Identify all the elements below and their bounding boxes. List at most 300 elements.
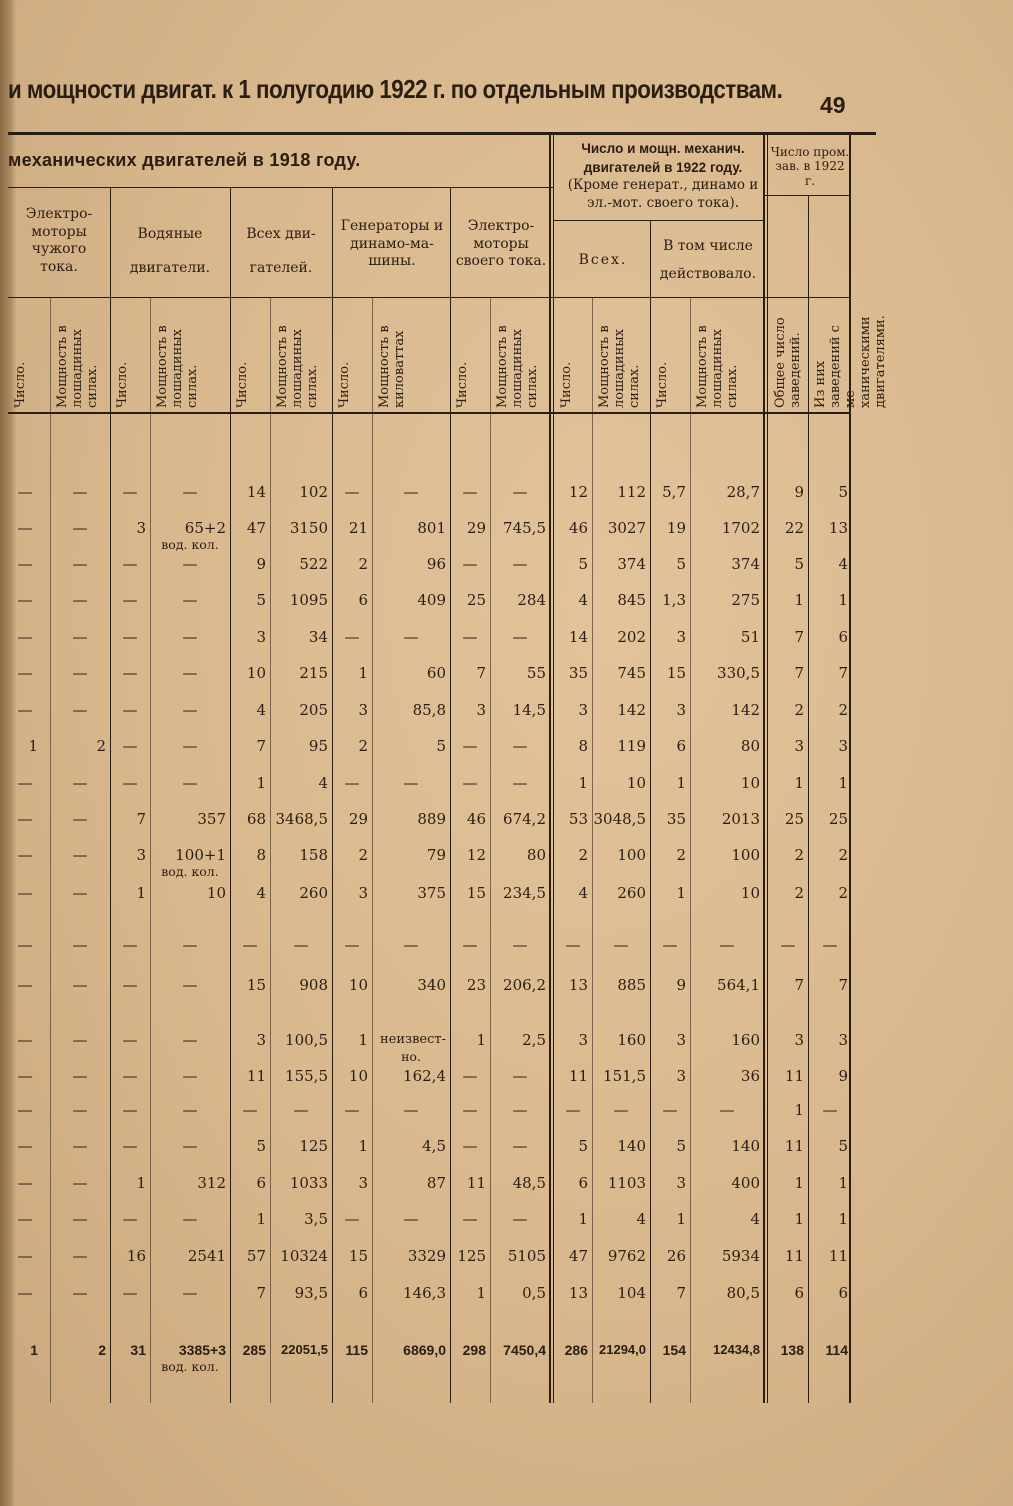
table-cell: 5105	[507, 1247, 546, 1265]
table-cell: 12	[466, 846, 486, 864]
table-cell: —	[72, 1284, 88, 1302]
table-cell: 36	[740, 1067, 760, 1085]
table-cell: —	[512, 1067, 528, 1085]
table-cell: —	[72, 1137, 88, 1155]
table-cell: 3	[136, 519, 146, 537]
table-cell: —	[72, 664, 88, 682]
table-cell: —	[182, 555, 198, 573]
table-cell: 10	[348, 1067, 368, 1085]
table-cell: 125	[299, 1137, 328, 1155]
table-cell: 162,4	[403, 1067, 446, 1085]
col-rule-double	[553, 135, 554, 1403]
table-cell: 1	[794, 1174, 804, 1192]
table-cell-note: вод. кол.	[161, 537, 219, 552]
table-cell: —	[17, 1210, 33, 1228]
group-header: Водяные двигатели.	[129, 226, 211, 276]
table-cell: 7	[476, 664, 486, 682]
table-cell: 10	[246, 664, 266, 682]
table-cell: 5	[436, 737, 446, 755]
section-header-1922	[558, 140, 768, 212]
table-cell: 31	[130, 1342, 146, 1358]
table-cell: —	[613, 936, 629, 954]
table-cell: —	[719, 1101, 735, 1119]
table-cell: 2	[358, 846, 368, 864]
table-cell: —	[17, 774, 33, 792]
table-cell: —	[344, 483, 360, 501]
table-cell: 7	[794, 976, 804, 994]
table-cell: —	[822, 936, 838, 954]
table-cell: 104	[617, 1284, 646, 1302]
table-cell: —	[72, 701, 88, 719]
table-cell: —	[122, 1210, 138, 1228]
table-cell: —	[122, 1067, 138, 1085]
table-cell: 154	[662, 1342, 686, 1358]
section-header-enterprises: Число пром. зав. в 1922 г.	[770, 145, 850, 188]
column-header: Число.	[455, 361, 470, 408]
table-cell: 2	[794, 884, 804, 902]
table-cell: 100	[731, 846, 760, 864]
table-cell: 12	[568, 483, 588, 501]
table-cell: 1702	[721, 519, 760, 537]
table-cell: 330,5	[717, 664, 760, 682]
table-cell: 21	[348, 519, 368, 537]
table-cell: 375	[417, 884, 446, 902]
table-cell: 275	[731, 591, 760, 609]
minor-col-rule	[490, 298, 491, 1403]
column-header: Мощность в киловаттах	[377, 325, 407, 408]
table-cell: —	[72, 591, 88, 609]
table-cell: 202	[617, 628, 646, 646]
table-cell: 3150	[289, 519, 328, 537]
minor-col-rule	[50, 298, 51, 1403]
table-cell: 2	[676, 846, 686, 864]
table-cell: 15	[246, 976, 266, 994]
table-cell: 234,5	[503, 884, 546, 902]
table-cell: 4	[578, 884, 588, 902]
table-cell: —	[122, 1101, 138, 1119]
table-cell: 13	[828, 519, 848, 537]
table-cell: 845	[617, 591, 646, 609]
table-cell: 2	[794, 846, 804, 864]
table-cell: 885	[617, 976, 646, 994]
table-cell: 96	[426, 555, 446, 573]
page-number: 49	[820, 92, 846, 118]
table-cell: 4	[256, 701, 266, 719]
table-cell: —	[17, 976, 33, 994]
table-cell: —	[122, 483, 138, 501]
table-cell: неизвест-	[380, 1032, 446, 1047]
table-cell: —	[17, 846, 33, 864]
table-cell: 11	[784, 1137, 804, 1155]
table-cell: 51	[740, 628, 760, 646]
table-cell: 23	[466, 976, 486, 994]
table-cell: 93,5	[294, 1284, 328, 1302]
sub-rule-1922	[553, 220, 765, 221]
group-header: Генераторы и динамо-ма-шины.	[340, 218, 444, 269]
table-cell: 5	[794, 555, 804, 573]
table-cell: 3	[794, 737, 804, 755]
table-cell: —	[182, 628, 198, 646]
section-1922-note: (Кроме генерат., динамо и эл.-мот. своего тока).	[567, 177, 759, 211]
table-cell: 7	[256, 737, 266, 755]
table-cell: 12434,8	[713, 1342, 760, 1357]
column-header: Число.	[655, 361, 670, 408]
table-cell: —	[462, 483, 478, 501]
table-cell: —	[122, 936, 138, 954]
table-cell: 1	[30, 1342, 38, 1358]
table-cell: —	[182, 936, 198, 954]
table-cell: 65+2	[184, 519, 226, 537]
table-cell: 284	[517, 591, 546, 609]
table-cell: —	[122, 1031, 138, 1049]
table-cell: 1	[358, 1031, 368, 1049]
table-cell: —	[182, 701, 198, 719]
header-bottom-rule	[8, 412, 850, 414]
table-cell: 55	[526, 664, 546, 682]
table-cell: 400	[731, 1174, 760, 1192]
table-cell: 8	[578, 737, 588, 755]
table-cell: —	[17, 1101, 33, 1119]
table-cell: —	[182, 774, 198, 792]
table-cell: 11	[784, 1247, 804, 1265]
table-cell: 85,8	[412, 701, 446, 719]
table-cell: 564,1	[717, 976, 760, 994]
table-cell: 5	[676, 555, 686, 573]
col-rule-double	[767, 135, 768, 1403]
table-cell: —	[512, 936, 528, 954]
table-cell: 5934	[721, 1247, 760, 1265]
table-cell: 100	[617, 846, 646, 864]
minor-col-rule	[372, 298, 373, 1403]
table-cell: 3	[578, 701, 588, 719]
col-rule	[808, 195, 809, 1403]
table-cell: 11	[246, 1067, 266, 1085]
table-cell: 3	[838, 1031, 848, 1049]
table-cell: 340	[417, 976, 446, 994]
table-cell: —	[293, 1101, 309, 1119]
table-cell: 7	[838, 664, 848, 682]
table-cell: 25	[466, 591, 486, 609]
table-cell: 22	[784, 519, 804, 537]
table-cell: 29	[466, 519, 486, 537]
table-cell: —	[72, 1067, 88, 1085]
table-cell: 15	[466, 884, 486, 902]
table-cell: 2541	[187, 1247, 226, 1265]
table-cell: —	[403, 628, 419, 646]
table-cell: 11	[828, 1247, 848, 1265]
table-cell: 10324	[280, 1247, 328, 1265]
table-cell: 21294,0	[599, 1342, 646, 1357]
table-cell: —	[122, 591, 138, 609]
table-cell: —	[512, 1101, 528, 1119]
table-cell: 3	[358, 1174, 368, 1192]
table-cell: —	[462, 1210, 478, 1228]
table-cell: —	[17, 1247, 33, 1265]
column-header: Из них заведений с ме-ханическими двигателями.	[813, 315, 888, 408]
table-cell: —	[17, 1174, 33, 1192]
table-cell: 4	[636, 1210, 646, 1228]
table-cell: 80	[740, 737, 760, 755]
table-cell: 1	[794, 1101, 804, 1119]
table-cell: 908	[299, 976, 328, 994]
table-cell: 2	[98, 1342, 106, 1358]
table-cell: 57	[246, 1247, 266, 1265]
table-cell: 3329	[407, 1247, 446, 1265]
table-cell: 1	[838, 774, 848, 792]
table-cell: 155,5	[285, 1067, 328, 1085]
table-cell: 14	[246, 483, 266, 501]
table-cell: 26	[666, 1247, 686, 1265]
book-binding-edge	[0, 0, 16, 1506]
table-cell: 9762	[607, 1247, 646, 1265]
table-cell: 3	[256, 628, 266, 646]
table-cell: —	[512, 628, 528, 646]
table-cell: 140	[617, 1137, 646, 1155]
table-cell: —	[462, 1067, 478, 1085]
table-cell: 11	[784, 1067, 804, 1085]
table-cell: 29	[348, 810, 368, 828]
table-cell: 4	[318, 774, 328, 792]
table-cell: 9	[838, 1067, 848, 1085]
table-cell: 2	[578, 846, 588, 864]
table-cell: 15	[666, 664, 686, 682]
table-cell: —	[182, 1137, 198, 1155]
table-cell: 2013	[721, 810, 760, 828]
table-cell: 2	[838, 846, 848, 864]
column-header: Число.	[235, 361, 250, 408]
table-cell: 522	[299, 555, 328, 573]
table-cell: —	[462, 628, 478, 646]
table-cell: 1	[476, 1031, 486, 1049]
table-cell: 1	[136, 884, 146, 902]
table-cell: —	[122, 664, 138, 682]
table-cell: 3	[794, 1031, 804, 1049]
table-cell: —	[512, 483, 528, 501]
table-cell: 5	[256, 591, 266, 609]
table-cell: 5	[578, 555, 588, 573]
table-cell: 15	[348, 1247, 368, 1265]
table-cell: 140	[731, 1137, 760, 1155]
table-cell: —	[72, 1031, 88, 1049]
table-cell: 9	[676, 976, 686, 994]
table-cell: 13	[568, 976, 588, 994]
page-title: и мощности двигат. к 1 полугодию 1922 г. по отдельным производствам.	[8, 74, 783, 104]
table-cell: 205	[299, 701, 328, 719]
table-cell: —	[662, 936, 678, 954]
table-cell: —	[512, 737, 528, 755]
table-cell: 298	[462, 1342, 486, 1358]
table-cell: 1	[676, 884, 686, 902]
table-cell: 674,2	[503, 810, 546, 828]
table-cell: 1	[256, 774, 266, 792]
table-cell: —	[512, 774, 528, 792]
table-cell: 151,5	[603, 1067, 646, 1085]
table-cell: 6	[838, 1284, 848, 1302]
table-cell: 5	[838, 1137, 848, 1155]
table-cell: 6869,0	[403, 1342, 446, 1358]
table-cell: 4	[256, 884, 266, 902]
table-cell: —	[565, 936, 581, 954]
table-cell: —	[72, 1210, 88, 1228]
table-cell: 2	[838, 884, 848, 902]
minor-col-rule	[592, 298, 593, 1403]
table-cell: 119	[617, 737, 646, 755]
group-header: Всех.	[578, 252, 628, 268]
table-cell: 7450,4	[503, 1342, 546, 1358]
table-cell: 1	[136, 1174, 146, 1192]
table-cell: —	[72, 976, 88, 994]
table-cell: 22051,5	[281, 1342, 328, 1357]
table-cell: 160	[731, 1031, 760, 1049]
table-cell: —	[242, 1101, 258, 1119]
table-cell-note: но.	[401, 1049, 421, 1064]
group-header: Всех дви-гателей.	[246, 226, 316, 276]
table-cell: 146,3	[403, 1284, 446, 1302]
table-cell: 745,5	[503, 519, 546, 537]
column-header: Мощность в лошадиных силах.	[155, 325, 200, 408]
table-cell: —	[72, 555, 88, 573]
table-cell: —	[122, 701, 138, 719]
table-cell: 102	[299, 483, 328, 501]
table-cell: 3	[676, 1031, 686, 1049]
table-cell: —	[462, 1101, 478, 1119]
table-cell: 1	[578, 774, 588, 792]
table-cell: 95	[308, 737, 328, 755]
col-rule	[332, 188, 333, 1403]
table-cell: —	[72, 846, 88, 864]
table-cell: —	[17, 1137, 33, 1155]
table-cell: 1,3	[662, 591, 686, 609]
table-cell: 1	[676, 774, 686, 792]
table-cell: 374	[617, 555, 646, 573]
table-cell: 14	[568, 628, 588, 646]
table-cell: —	[17, 628, 33, 646]
table-cell: 4	[750, 1210, 760, 1228]
table-cell: 1	[794, 774, 804, 792]
table-cell: —	[182, 737, 198, 755]
table-cell: 47	[568, 1247, 588, 1265]
table-cell: —	[122, 1284, 138, 1302]
table-cell: —	[182, 591, 198, 609]
table-cell: 87	[426, 1174, 446, 1192]
table-cell: 1	[794, 1210, 804, 1228]
table-cell: 80,5	[726, 1284, 760, 1302]
table-cell: —	[182, 664, 198, 682]
section-rule	[8, 187, 553, 188]
table-cell: —	[182, 1067, 198, 1085]
table-cell: 8	[256, 846, 266, 864]
table-cell: 1	[28, 737, 38, 755]
table-cell: 889	[417, 810, 446, 828]
table-cell: 3027	[607, 519, 646, 537]
table-cell: 3	[838, 737, 848, 755]
table-cell: —	[403, 1210, 419, 1228]
table-cell: 35	[666, 810, 686, 828]
col-rule	[110, 188, 111, 1403]
table-cell: 11	[466, 1174, 486, 1192]
table-cell: —	[17, 1067, 33, 1085]
top-rule	[8, 132, 876, 135]
table-cell: 28,7	[726, 483, 760, 501]
table-cell: —	[403, 936, 419, 954]
table-cell: 9	[794, 483, 804, 501]
table-cell: 13	[568, 1284, 588, 1302]
group-header: В том числе действовало.	[659, 238, 757, 282]
table-cell-note: вод. кол.	[161, 1359, 219, 1374]
table-cell: 2	[794, 701, 804, 719]
table-cell: 4,5	[422, 1137, 446, 1155]
table-cell: 4	[838, 555, 848, 573]
table-cell: —	[17, 555, 33, 573]
table-cell: —	[17, 591, 33, 609]
table-cell: —	[122, 1137, 138, 1155]
table-cell: 215	[299, 664, 328, 682]
group-header: Электро-моторы чужого тока.	[25, 206, 93, 275]
table-cell: 7	[794, 664, 804, 682]
group-header: Электро-моторы своего тока.	[455, 218, 547, 269]
table-cell: 68	[246, 810, 266, 828]
table-cell: 3	[676, 701, 686, 719]
table-cell: 3048,5	[593, 810, 646, 828]
table-cell: 3	[358, 884, 368, 902]
table-cell: —	[182, 1101, 198, 1119]
table-cell: —	[344, 936, 360, 954]
table-cell: 7	[676, 1284, 686, 1302]
table-cell: 60	[426, 664, 446, 682]
table-cell: —	[403, 1101, 419, 1119]
table-cell: 409	[417, 591, 446, 609]
col-rule	[650, 220, 651, 1403]
table-cell: —	[512, 1210, 528, 1228]
table-cell: —	[462, 1137, 478, 1155]
table-cell: 206,2	[503, 976, 546, 994]
table-cell: —	[72, 1247, 88, 1265]
table-cell: 47	[246, 519, 266, 537]
table-cell: 3	[676, 1067, 686, 1085]
table-cell: —	[17, 519, 33, 537]
table-cell: 2	[358, 555, 368, 573]
column-header: Число.	[559, 361, 574, 408]
table-cell: 5	[256, 1137, 266, 1155]
table-cell: 2	[96, 737, 106, 755]
table-cell: 285	[242, 1342, 266, 1358]
table-cell: 2	[358, 737, 368, 755]
table-cell: 46	[466, 810, 486, 828]
table-cell: 3	[476, 701, 486, 719]
table-cell: —	[293, 936, 309, 954]
col-rule	[230, 188, 231, 1403]
column-header: Число.	[115, 361, 130, 408]
table-cell: 801	[417, 519, 446, 537]
table-cell: —	[17, 1284, 33, 1302]
table-cell: 1	[838, 591, 848, 609]
table-cell: 142	[731, 701, 760, 719]
table-cell: —	[822, 1101, 838, 1119]
table-cell: 3	[676, 1174, 686, 1192]
table-cell: 7	[136, 810, 146, 828]
table-cell: 114	[825, 1342, 848, 1358]
table-cell: 1	[794, 591, 804, 609]
col-rule-double	[549, 135, 551, 1403]
table-cell: 7	[838, 976, 848, 994]
table-cell: 10	[740, 884, 760, 902]
table-cell: 10	[348, 976, 368, 994]
group-rule	[8, 297, 850, 298]
table-cell: 53	[568, 810, 588, 828]
table-cell: —	[122, 555, 138, 573]
table-cell: —	[182, 1210, 198, 1228]
table-cell: 3	[136, 846, 146, 864]
